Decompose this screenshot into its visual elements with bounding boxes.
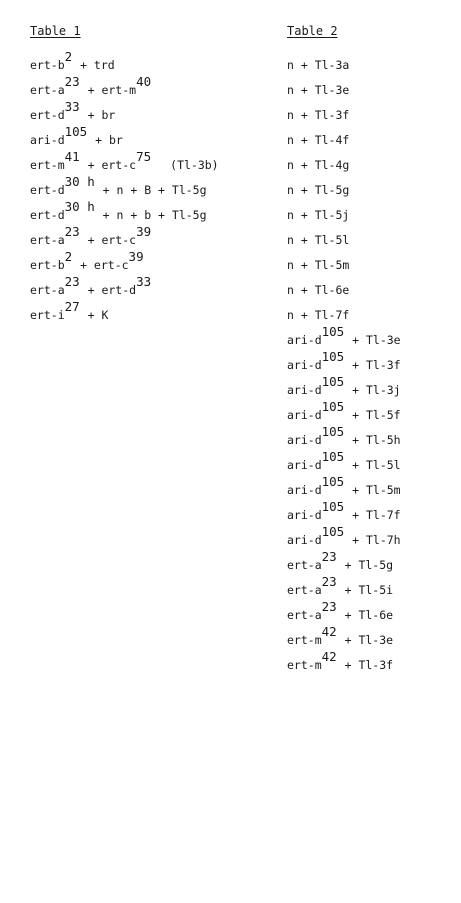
superscript-allele: 105 <box>321 499 345 514</box>
row-text: n + Tl-4g <box>287 158 350 172</box>
superscript-allele: 23 <box>64 74 80 89</box>
row-text: ari-d <box>287 508 322 522</box>
row-text: n + Tl-7f <box>287 308 350 322</box>
superscript-allele: 105 <box>321 349 345 364</box>
row-text: + ert-c <box>80 233 137 247</box>
row-text: + Tl-6e <box>337 608 394 622</box>
table-row <box>287 57 401 82</box>
superscript-allele: 75 <box>136 149 152 164</box>
row-text: ert-a <box>30 83 65 97</box>
superscript-allele: 42 <box>321 649 337 664</box>
superscript-allele: 27 <box>64 299 80 314</box>
table-row <box>287 132 401 157</box>
table-2-title: Table 2 <box>287 24 338 38</box>
table-row <box>287 257 401 282</box>
table-row <box>30 299 219 332</box>
table-row <box>287 649 401 682</box>
row-text: + n + b + Tl-5g <box>95 208 207 222</box>
superscript-allele: 33 <box>136 274 152 289</box>
table-row <box>287 182 401 207</box>
table-row <box>30 274 219 307</box>
row-text: + n + B + Tl-5g <box>95 183 207 197</box>
row-text: n + Tl-5l <box>287 233 350 247</box>
row-text: ari-d <box>287 458 322 472</box>
table-row <box>287 524 401 557</box>
row-text: + K <box>80 308 109 322</box>
row-text: + br <box>88 133 123 147</box>
row-text: n + Tl-3e <box>287 83 350 97</box>
superscript-allele: 23 <box>64 274 80 289</box>
superscript-allele: 105 <box>321 399 345 414</box>
superscript-allele: 39 <box>136 224 152 239</box>
table-row <box>287 282 401 307</box>
row-text: ert-b <box>30 258 65 272</box>
row-text: ert-m <box>287 658 322 672</box>
table-row <box>30 199 219 232</box>
table-row <box>30 224 219 257</box>
table-row <box>30 74 219 107</box>
superscript-allele: 23 <box>321 574 337 589</box>
row-text: + Tl-3e <box>337 633 394 647</box>
row-text: + Tl-3f <box>345 358 401 372</box>
table-row <box>287 207 401 232</box>
table-1 <box>30 22 219 332</box>
row-text: + Tl-3f <box>337 658 394 672</box>
superscript-allele: 105 <box>321 449 345 464</box>
table-row <box>30 49 219 82</box>
row-text: ert-m <box>287 633 322 647</box>
table-row <box>287 157 401 182</box>
superscript-allele: 40 <box>136 74 152 89</box>
table-row <box>30 149 219 182</box>
row-text: + br <box>80 108 116 122</box>
table-row <box>287 574 401 607</box>
row-text: ert-a <box>30 283 65 297</box>
superscript-allele: 105 <box>321 324 345 339</box>
row-text: ari-d <box>30 133 65 147</box>
superscript-allele: 33 <box>64 99 80 114</box>
superscript-allele: 42 <box>321 624 337 639</box>
row-text: n + Tl-3a <box>287 58 350 72</box>
row-text: ari-d <box>287 433 322 447</box>
row-text: + ert-d <box>80 283 137 297</box>
table-2 <box>287 22 401 682</box>
row-text: ert-a <box>287 583 322 597</box>
superscript-allele: 23 <box>321 549 337 564</box>
table-2-rows <box>287 57 401 682</box>
row-text: n + Tl-3f <box>287 108 350 122</box>
table-row <box>30 124 219 157</box>
row-text: ari-d <box>287 408 322 422</box>
superscript-allele: 105 <box>321 474 345 489</box>
row-text: n + Tl-6e <box>287 283 350 297</box>
table-1-rows <box>30 49 219 332</box>
table-row <box>287 549 401 582</box>
superscript-allele: 23 <box>64 224 80 239</box>
row-text: + Tl-5h <box>345 433 401 447</box>
row-text: + ert-m <box>80 83 137 97</box>
table-row <box>287 624 401 657</box>
row-text: + Tl-5l <box>345 458 401 472</box>
table-row <box>30 249 219 282</box>
row-text: ert-a <box>287 558 322 572</box>
superscript-allele: 23 <box>321 599 337 614</box>
row-text: + Tl-5g <box>337 558 394 572</box>
table-row <box>287 599 401 632</box>
table-1-title: Table 1 <box>30 24 81 38</box>
superscript-allele: 39 <box>128 249 144 264</box>
row-text: + Tl-7h <box>345 533 401 547</box>
row-text: ari-d <box>287 533 322 547</box>
row-text: ert-d <box>30 108 65 122</box>
row-text: + Tl-5f <box>345 408 401 422</box>
row-text: ert-a <box>30 233 65 247</box>
superscript-allele: 41 <box>64 149 80 164</box>
row-text: n + Tl-5j <box>287 208 350 222</box>
superscript-allele: 105 <box>64 124 88 139</box>
row-text: + Tl-3e <box>345 333 401 347</box>
superscript-allele: 2 <box>64 49 73 64</box>
row-note: (Tl-3b) <box>170 158 219 172</box>
row-text: ert-m <box>30 158 65 172</box>
row-text: n + Tl-5m <box>287 258 350 272</box>
row-text: n + Tl-4f <box>287 133 350 147</box>
superscript-allele: 30 h <box>64 174 95 189</box>
row-text: + Tl-5m <box>345 483 401 497</box>
row-text: + ert-c <box>80 158 137 172</box>
row-text: ari-d <box>287 383 322 397</box>
superscript-allele: 105 <box>321 374 345 389</box>
superscript-allele: 105 <box>321 524 345 539</box>
table-row <box>30 174 219 207</box>
row-text: ari-d <box>287 358 322 372</box>
row-text: ari-d <box>287 483 322 497</box>
row-text: + Tl-7f <box>345 508 401 522</box>
row-text: ert-d <box>30 208 65 222</box>
row-text: + trd <box>73 58 115 72</box>
row-text: ert-d <box>30 183 65 197</box>
table-row <box>287 232 401 257</box>
row-text: ert-i <box>30 308 65 322</box>
superscript-allele: 2 <box>64 249 73 264</box>
row-text: + ert-c <box>73 258 129 272</box>
superscript-allele: 105 <box>321 424 345 439</box>
row-text: n + Tl-5g <box>287 183 350 197</box>
row-text: ert-b <box>30 58 65 72</box>
superscript-allele: 30 h <box>64 199 95 214</box>
row-text: ari-d <box>287 333 322 347</box>
table-row <box>287 82 401 107</box>
row-text: + Tl-3j <box>345 383 401 397</box>
table-row <box>287 107 401 132</box>
row-text: + Tl-5i <box>337 583 394 597</box>
row-text: ert-a <box>287 608 322 622</box>
table-row <box>30 99 219 132</box>
